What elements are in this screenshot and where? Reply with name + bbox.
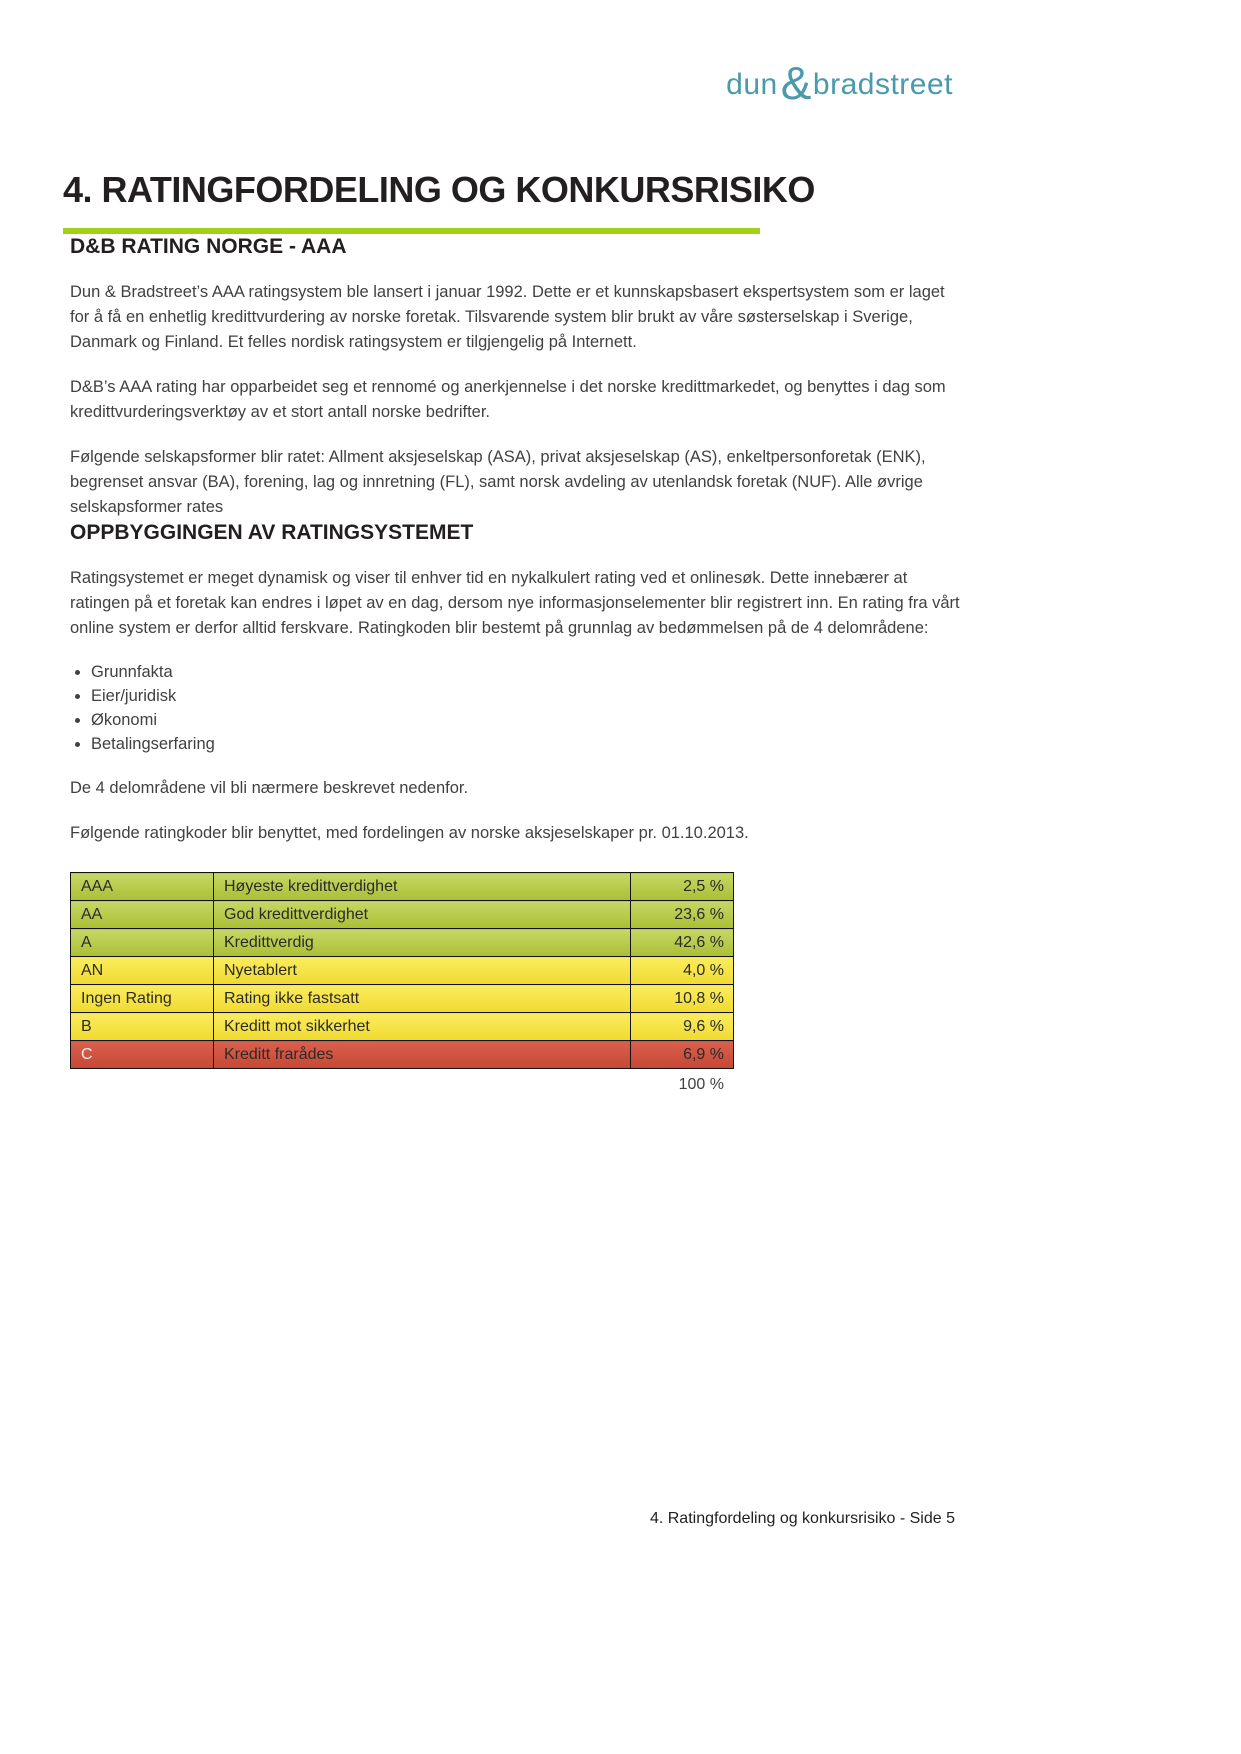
logo-text-bradstreet: bradstreet xyxy=(812,68,953,101)
logo-text-dun: dun xyxy=(726,68,778,101)
content-column xyxy=(0,168,1241,1094)
rating-code-cell: AAA xyxy=(71,873,214,901)
paragraph: Følgende ratingkoder blir benyttet, med fordelingen av norske aksjeselskaper pr. 01.10.2013. xyxy=(70,824,749,842)
rating-code-cell: AN xyxy=(71,957,214,985)
rating-description-cell: Kreditt frarådes xyxy=(214,1041,631,1069)
table-row xyxy=(71,1041,734,1069)
section-heading-oppbyggingen: OPPBYGGINGEN AV RATINGSYSTEMET xyxy=(70,521,474,544)
rating-description-cell: God kredittverdighet xyxy=(214,901,631,929)
logo-ampersand-icon: & xyxy=(780,57,812,109)
table-row xyxy=(71,901,734,929)
table-row xyxy=(71,873,734,901)
rating-description-cell: Høyeste kredittverdighet xyxy=(214,873,631,901)
list-item: • Betalingserfaring xyxy=(91,733,960,756)
paragraph: Følgende selskapsformer blir ratet: Allment aksjeselskap (ASA), privat aksjeselskap (AS), enkeltpersonforetak (ENK), begrenset ansvar (BA), forening, lag og innretning (FL), samt norsk avdeling av utenlandsk foretak (NUF). Alle øvrige selskapsformer rates xyxy=(70,448,926,516)
rating-areas-list xyxy=(70,661,960,756)
rating-share-cell: 23,6 % xyxy=(631,901,734,929)
rating-code-cell: C xyxy=(71,1041,214,1069)
paragraph: D&B’s AAA rating har opparbeidet seg et rennomé og anerkjennelse i det norske kredittmarkedet, og benyttes i dag som kredittvurderingsverktøy av et stort antall norske bedrifter. xyxy=(70,378,946,421)
rating-code-cell: B xyxy=(71,1013,214,1041)
rating-description-cell: Kredittverdig xyxy=(214,929,631,957)
paragraph: Dun & Bradstreet’s AAA ratingsystem ble lansert i januar 1992. Dette er et kunnskapsbasert ekspertsystem som er laget for å få en enhetlig kredittvurdering av norske foretak. Tilsvarende system blir brukt av våre søsterselskap i Sverige, Danmark og Finland. Et felles nordisk ratingsystem er tilgjengelig på Internett. xyxy=(70,283,945,351)
rating-share-cell: 10,8 % xyxy=(631,985,734,1013)
section-heading-rating-norge: D&B RATING NORGE - AAA xyxy=(70,235,347,258)
rating-description-cell: Rating ikke fastsatt xyxy=(214,985,631,1013)
list-item: • Grunnfakta xyxy=(91,661,960,684)
page-title: 4. RATINGFORDELING OG KONKURSRISIKO xyxy=(63,169,815,210)
table-row xyxy=(71,985,734,1013)
rating-code-cell: Ingen Rating xyxy=(71,985,214,1013)
dun-bradstreet-logo xyxy=(726,57,953,109)
paragraph: Ratingsystemet er meget dynamisk og viser til enhver tid en nykalkulert rating ved et onlinesøk. Dette innebærer at ratingen på et foretak kan endres i løpet av en dag, dersom nye informasjonselementer blir registrert inn. En rating fra vårt online system er derfor alltid ferskvare. Ratingkoden blir bestemt på grunnlag av bedømmelsen på de 4 delområdene: xyxy=(70,569,960,637)
rating-code-cell: A xyxy=(71,929,214,957)
rating-share-cell: 9,6 % xyxy=(631,1013,734,1041)
rating-share-cell: 2,5 % xyxy=(631,873,734,901)
paragraph: De 4 delområdene vil bli nærmere beskrevet nedenfor. xyxy=(70,779,469,797)
table-row xyxy=(71,929,734,957)
list-item: • Økonomi xyxy=(91,709,960,732)
rating-share-cell: 4,0 % xyxy=(631,957,734,985)
rating-code-cell: AA xyxy=(71,901,214,929)
page-footer: 4. Ratingfordeling og konkursrisiko - Side 5 xyxy=(649,1510,955,1527)
table-total: 100 % xyxy=(678,1076,724,1093)
table-row xyxy=(71,1013,734,1041)
rating-distribution-table xyxy=(70,872,734,1069)
rating-description-cell: Nyetablert xyxy=(214,957,631,985)
rating-share-cell: 42,6 % xyxy=(631,929,734,957)
rating-description-cell: Kreditt mot sikkerhet xyxy=(214,1013,631,1041)
rating-share-cell: 6,9 % xyxy=(631,1041,734,1069)
table-row xyxy=(71,957,734,985)
list-item: • Eier/juridisk xyxy=(91,685,960,708)
